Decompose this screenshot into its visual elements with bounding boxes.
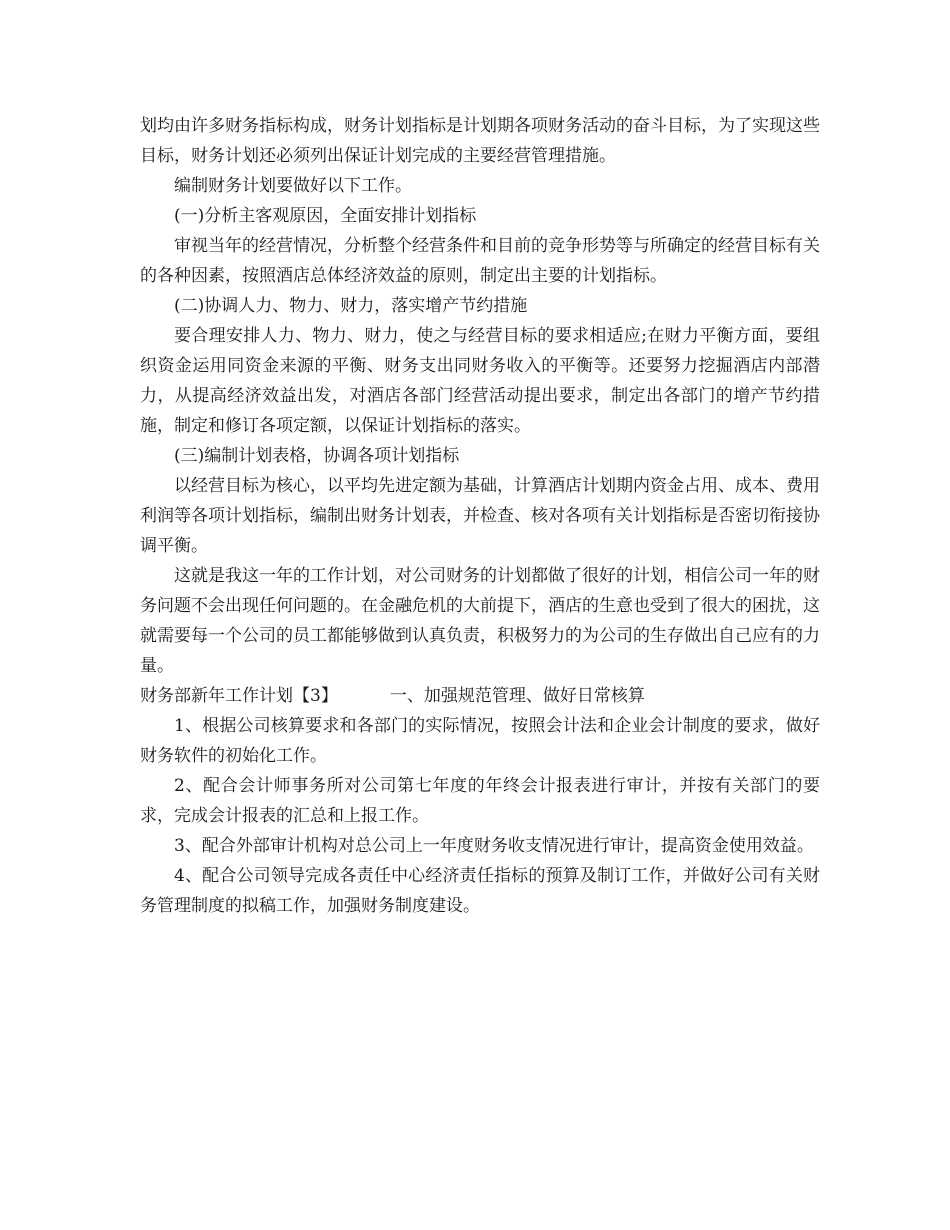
- paragraph-2: 要合理安排人力、物力、财力，使之与经营目标的要求相适应;在财力平衡方面，要组织资金运用同资金来源的平衡、财务支出同财务收入的平衡等。还要努力挖掘酒店内部潜力，从提高经济效益出发，对酒店各部门经营活动提出要求，制定出各部门的增产节约措施，制定和修订各项定额，以保证计划指标的落实。: [140, 326, 820, 436]
- paragraph-intro: 编制财务计划要做好以下工作。: [174, 176, 412, 196]
- list-item: 3、配合外部审计机构对总公司上一年度财务收支情况进行审计，提高资金使用效益。: [174, 836, 814, 856]
- subheading-3: (三)编制计划表格，协调各项计划指标: [174, 446, 460, 466]
- list-item: 2、配合会计师事务所对公司第七年度的年终会计报表进行审计，并按有关部门的要求，完成会计报表的汇总和上报工作。: [140, 776, 820, 826]
- document-body: [140, 111, 820, 921]
- paragraph-continuation: 划均由许多财务指标构成，财务计划指标是计划期各项财务活动的奋斗目标，为了实现这些目标，财务计划还必须列出保证计划完成的主要经营管理措施。: [140, 116, 820, 166]
- section-heading: [140, 681, 820, 711]
- list-item: 1、根据公司核算要求和各部门的实际情况，按照会计法和企业会计制度的要求，做好财务软件的初始化工作。: [140, 716, 820, 766]
- list-item: 4、配合公司领导完成各责任中心经济责任指标的预算及制订工作，并做好公司有关财务管理制度的拟稿工作，加强财务制度建设。: [140, 866, 820, 916]
- section-title: 财务部新年工作计划【3】: [140, 686, 338, 706]
- subheading-1: (一)分析主客观原因，全面安排计划指标: [174, 206, 477, 226]
- paragraph-3: 以经营目标为核心，以平均先进定额为基础，计算酒店计划期内资金占用、成本、费用利润等各项计划指标，编制出财务计划表，并检查、核对各项有关计划指标是否密切衔接协调平衡。: [140, 476, 820, 556]
- paragraph-summary: 这就是我这一年的工作计划，对公司财务的计划都做了很好的计划，相信公司一年的财务问题不会出现任何问题的。在金融危机的大前提下，酒店的生意也受到了很大的困扰，这就需要每一个公司的员工都能够做到认真负责，积极努力的为公司的生存做出自己应有的力量。: [140, 566, 820, 676]
- subheading-2: (二)协调人力、物力、财力，落实增产节约措施: [174, 296, 528, 316]
- section-subtitle: 一、加强规范管理、做好日常核算: [389, 686, 645, 706]
- paragraph-1: 审视当年的经营情况，分析整个经营条件和目前的竞争形势等与所确定的经营目标有关的各种因素，按照酒店总体经济效益的原则，制定出主要的计划指标。: [140, 236, 820, 286]
